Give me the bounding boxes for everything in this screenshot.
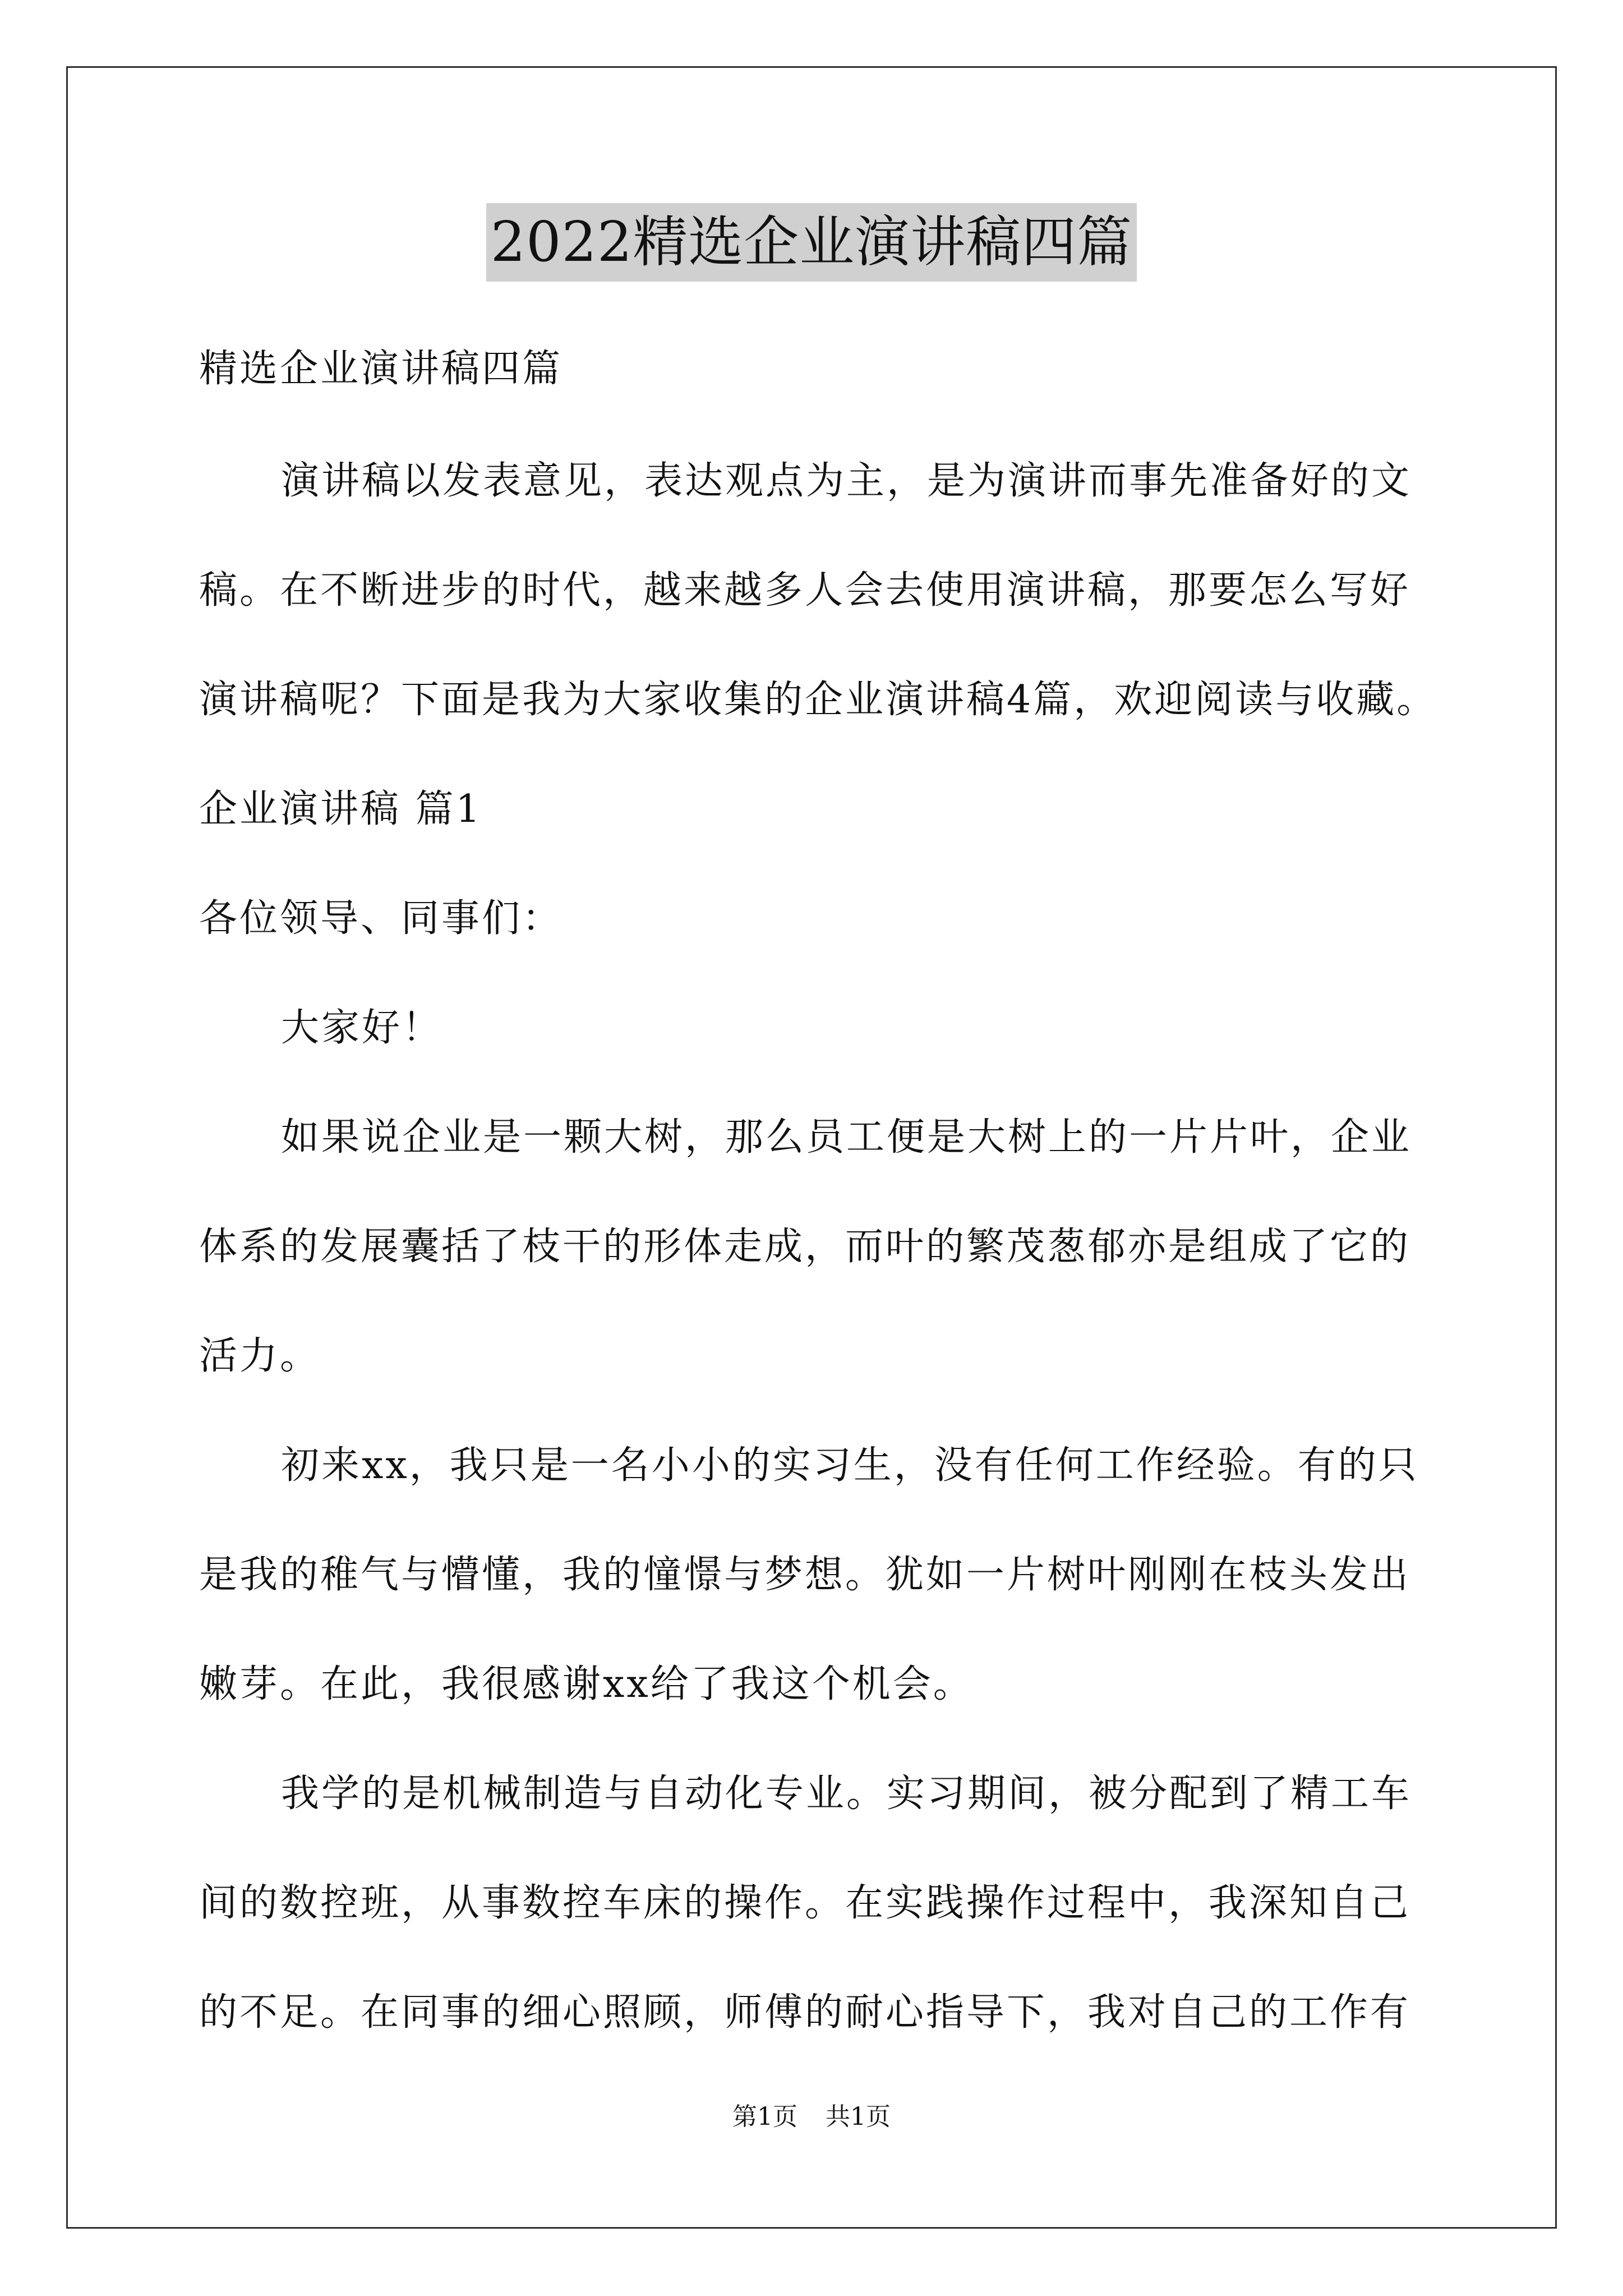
body-line: 活力。 bbox=[199, 1334, 321, 1378]
body-line: 演讲稿以发表意见，表达观点为主，是为演讲而事先准备好的文 bbox=[281, 459, 1412, 503]
body-line: 我学的是机械制造与自动化专业。实习期间，被分配到了精工车 bbox=[281, 1772, 1412, 1816]
body-line: 如果说企业是一颗大树，那么员工便是大树上的一片片叶，企业 bbox=[281, 1115, 1412, 1159]
body-line: 初来xx，我只是一名小小的实习生，没有任何工作经验。有的只 bbox=[281, 1443, 1419, 1488]
page-number: 第1页 bbox=[732, 2102, 797, 2131]
salutation-line: 各位领导、同事们： bbox=[199, 896, 563, 941]
body-line: 体系的发展囊括了枝干的形体走成，而叶的繁茂葱郁亦是组成了它的 bbox=[199, 1225, 1411, 1269]
greeting-line: 大家好！ bbox=[281, 1006, 443, 1050]
body-line: 间的数控班，从事数控车床的操作。在实践操作过程中，我深知自己 bbox=[199, 1881, 1411, 1925]
title-container bbox=[0, 203, 1623, 282]
document-title: 2022精选企业演讲稿四篇 bbox=[486, 203, 1137, 282]
section-heading: 企业演讲稿 篇1 bbox=[199, 787, 482, 831]
body-line: 是我的稚气与懵懂，我的憧憬与梦想。犹如一片树叶刚刚在枝头发出 bbox=[199, 1553, 1411, 1597]
subtitle-line: 精选企业演讲稿四篇 bbox=[199, 347, 563, 391]
body-line: 嫩芽。在此，我很感谢xx给了我这个机会。 bbox=[199, 1662, 974, 1706]
body-line: 演讲稿呢？下面是我为大家收集的企业演讲稿4篇，欢迎阅读与收藏。 bbox=[199, 678, 1437, 722]
page-footer bbox=[0, 2100, 1623, 2134]
body-line: 的不足。在同事的细心照顾，师傅的耐心指导下，我对自己的工作有 bbox=[199, 1990, 1411, 2035]
body-line: 稿。在不断进步的时代，越来越多人会去使用演讲稿，那要怎么写好 bbox=[199, 568, 1411, 613]
page-total: 共1页 bbox=[826, 2102, 891, 2131]
